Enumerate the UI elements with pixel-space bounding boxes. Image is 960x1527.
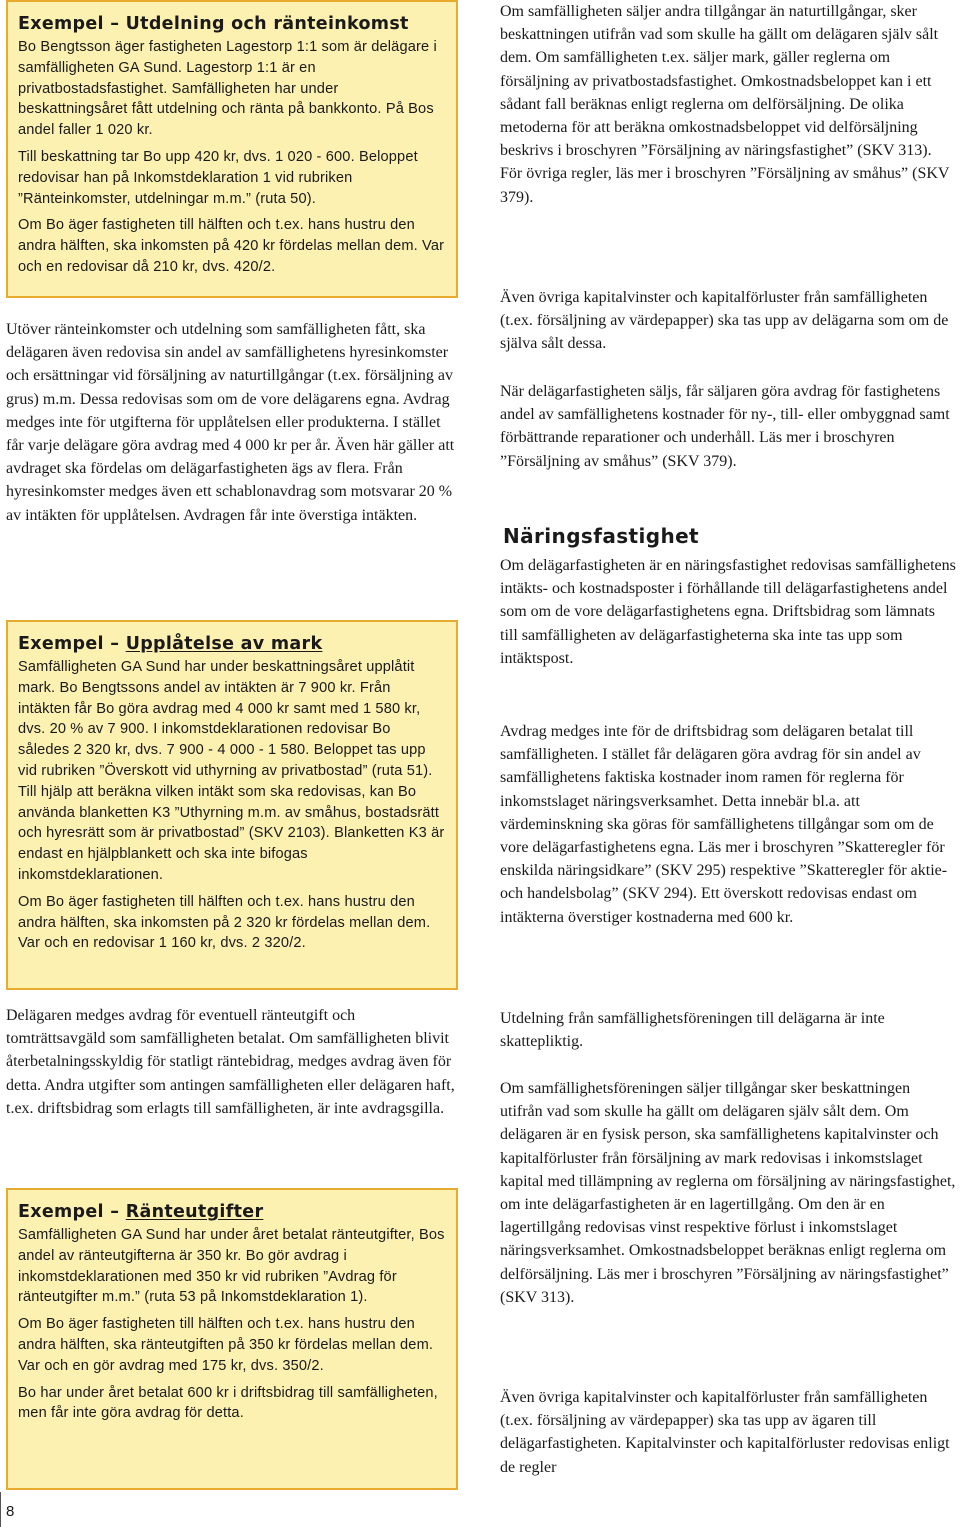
example-box-interest-expenses: [6, 1188, 458, 1490]
page-number: 8: [6, 1503, 15, 1520]
heading-prefix: Exempel –: [18, 1202, 126, 1222]
example-heading: [18, 633, 446, 655]
example-box-land-lease: [6, 620, 458, 990]
body-paragraph: När delägarfastigheten säljs, får säljaren göra avdrag för fastighetens andel av samfällighetens kostnader för ny-, till- eller ombyggnad samt förbättrande reparationer och underhåll. Läs mer i broschyren ”Försäljning av småhus” (SKV 379).: [500, 383, 950, 470]
example-paragraph: Bo Bengtsson äger fastigheten Lagestorp 1:1 som är delägare i samfälligheten GA Sund. Lagestorp 1:1 är en privatbostadsfastighet. Samfälligheten har under beskattningsåret fått utdelning och ränta på bankkonto. På Bos andel faller 1 020 kr.: [18, 39, 437, 139]
heading-underlined: Upplåtelse av mark: [125, 634, 323, 654]
margin-rule: [0, 1492, 1, 1527]
example-paragraph: Till beskattning tar Bo upp 420 kr, dvs. 1 020 - 600. Beloppet redovisar han på Inkomstdeklaration 1 vid rubriken ”Ränteinkomster, utdelningar m.m.” (ruta 50).: [18, 148, 418, 207]
example-paragraph: Samfälligheten GA Sund har under beskattningsåret upplåtit mark. Bo Bengtssons andel av intäkten är 7 900 kr. Från intäkten får Bo göra avdrag med 4 000 kr samt med 1 580 kr, dvs. 20 % av 7 900. I inkomstdeklarationen redovisar Bo således 2 320 kr, dvs. 7 900 - 4 000 - 1 580. Beloppet tas upp vid rubriken ”Överskott vid uthyrning av privatbostad” (ruta 51). Till hjälp att beräkna vilken intäkt som ska redovisas, kan Bo använda blanketten K3 ”Uthyrning m.m. av småhus, bostadsrätt och hyresrätt som är privatbostad” (SKV 2103). Blanketten K3 är endast en hjälpblankett och ska inte bifogas inkomstdeklarationen.: [18, 659, 445, 883]
heading-underlined: Ränteutgifter: [125, 1202, 264, 1222]
section-heading-business-property: Näringsfastighet: [503, 524, 700, 548]
example-paragraph: Om Bo äger fastigheten till hälften och t.ex. hans hustru den andra hälften, ska inkomsten på 420 kr fördelas mellan dem. Var och en redovisar då 210 kr, dvs. 420/2.: [18, 217, 445, 275]
example-paragraph: Om Bo äger fastigheten till hälften och t.ex. hans hustru den andra hälften, ska ränteutgiften på 350 kr fördelas mellan dem. Var och en gör avdrag med 175 kr, dvs. 350/2.: [18, 1316, 434, 1374]
example-paragraph: Om Bo äger fastigheten till hälften och t.ex. hans hustru den andra hälften, ska inkomsten på 2 320 kr fördelas mellan dem. Var och en redovisar 1 160 kr, dvs. 2 320/2.: [18, 893, 431, 952]
example-paragraph: Samfälligheten GA Sund har under året betalat ränteutgifter, Bos andel av ränteutgifterna är 350 kr. Bo gör avdrag i inkomstdeklarationen med 350 kr vid rubriken ”Avdrag för ränteutgifter m.m.” (ruta 53 på Inkomstdeklaration 1).: [18, 1227, 445, 1306]
body-paragraph: Om samfälligheten säljer andra tillgångar än naturtillgångar, sker beskattningen utifrån vad som skulle ha gällt om delägaren själv sålt dem. Om samfälligheten t.ex. säljer mark, gäller reglerna om försäljning av privatbostadsfastighet. Omkostnadsbeloppet kan i ett sådant fall beräknas enligt reglerna om delförsäljning. De olika metoderna för att beräkna omkostnadsbeloppet vid delförsäljning beskrivs i broschyren ”Försäljning av näringsfastighet” (SKV 313). För övriga regler, läs mer i broschyren ”Försäljning av småhus” (SKV 379).: [500, 3, 950, 206]
example-box-dividend-interest: [6, 0, 458, 298]
body-paragraph: Om delägarfastigheten är en näringsfastighet redovisas samfällighetens intäkts- och kostnadsposter i förhållande till delägarfastighetens andel som om de vore delägarfastighetens egna. Driftsbidrag som lämnats till samfälligheten av delägarfastigheterna ska inte tas upp som intäktspost.: [500, 557, 956, 667]
body-paragraph: Även övriga kapitalvinster och kapitalförluster från samfälligheten (t.ex. försäljning av värdepapper) ska tas upp av ägaren till delägarfastigheten. Kapitalvinster och kapitalförluster redovisas enligt de regler: [500, 1389, 950, 1476]
body-paragraph: Även övriga kapitalvinster och kapitalförluster från samfälligheten (t.ex. försäljning av värdepapper) ska tas upp av delägarna som om de själva sålt dessa.: [500, 289, 949, 353]
body-paragraph: Utdelning från samfällighetsföreningen till delägarna är inte skattepliktig.: [500, 1010, 885, 1051]
example-heading: Exempel – Utdelning och ränteinkomst: [18, 14, 409, 34]
example-paragraph: Bo har under året betalat 600 kr i driftsbidrag till samfälligheten, men får inte göra avdrag för detta.: [18, 1384, 438, 1422]
body-paragraph: Avdrag medges inte för de driftsbidrag som delägaren betalat till samfälligheten. I stället får delägaren göra avdrag för sin andel av samfällighetens faktiska kostnader inom ramen för reglerna för inkomstslaget näringsverksamhet. Detta innebär bl.a. att värdeminskning ska göras för samfällighetens tillgångar som om de vore delägarfastighetens egna. Läs mer i broschyren ”Skatteregler för enskilda näringsidkare” (SKV 295) respektive ”Skatteregler för aktie- och handelsbolag” (SKV 294). Ett överskott redovisas endast om intäkterna överstiger kostnaderna med 600 kr.: [500, 723, 948, 926]
heading-prefix: Exempel –: [18, 634, 126, 654]
body-paragraph: Delägaren medges avdrag för eventuell ränteutgift och tomträttsavgäld som samfälligheten betalat. Om samfälligheten blivit återbetalningsskyldig för statligt räntebidrag, medges avdrag även för detta. Andra utgifter som antingen samfälligheten eller delägaren haft, t.ex. driftsbidrag som erlagts till samfälligheten, är inte avdragsgilla.: [6, 1007, 455, 1117]
body-paragraph: Utöver ränteinkomster och utdelning som samfälligheten fått, ska delägaren även redovisa sin andel av samfällighetens hyresinkomster och ersättningar vid försäljning av naturtillgångar (t.ex. försäljning av grus) m.m. Dessa redovisas som om de vore delägarens egna. Avdrag medges inte för utgifterna för upplåtelsen eller produkterna. I stället får varje delägare göra avdrag med 4 000 kr per år. Även här gäller att avdraget ska fördelas om delägarfastigheten ägs av flera. Från hyresinkomster medges även ett schablonavdrag som motsvarar 20 % av intäkten för upplåtelsen. Avdragen får inte överstiga intäkten.: [6, 321, 455, 524]
body-paragraph: Om samfällighetsföreningen säljer tillgångar sker beskattningen utifrån vad som skulle ha gällt om delägaren själv sålt dem. Om delägaren är en fysisk person, ska samfällighetens kapitalvinster och kapitalförluster från försäljning av mark redovisas i inkomstslaget kapital med tillämpning av reglerna om försäljning av näringsfastighet, om inte delägarfastigheten är en lagertillgång. Om den är en lagertillgång redovisas vinst respektive förlust i inkomstslaget näringsverksamhet. Omkostnadsbeloppet beräknas enligt reglerna om delförsäljning. Läs mer i broschyren ”Försäljning av näringsfastighet” (SKV 313).: [500, 1080, 956, 1306]
example-heading: [18, 1201, 446, 1223]
